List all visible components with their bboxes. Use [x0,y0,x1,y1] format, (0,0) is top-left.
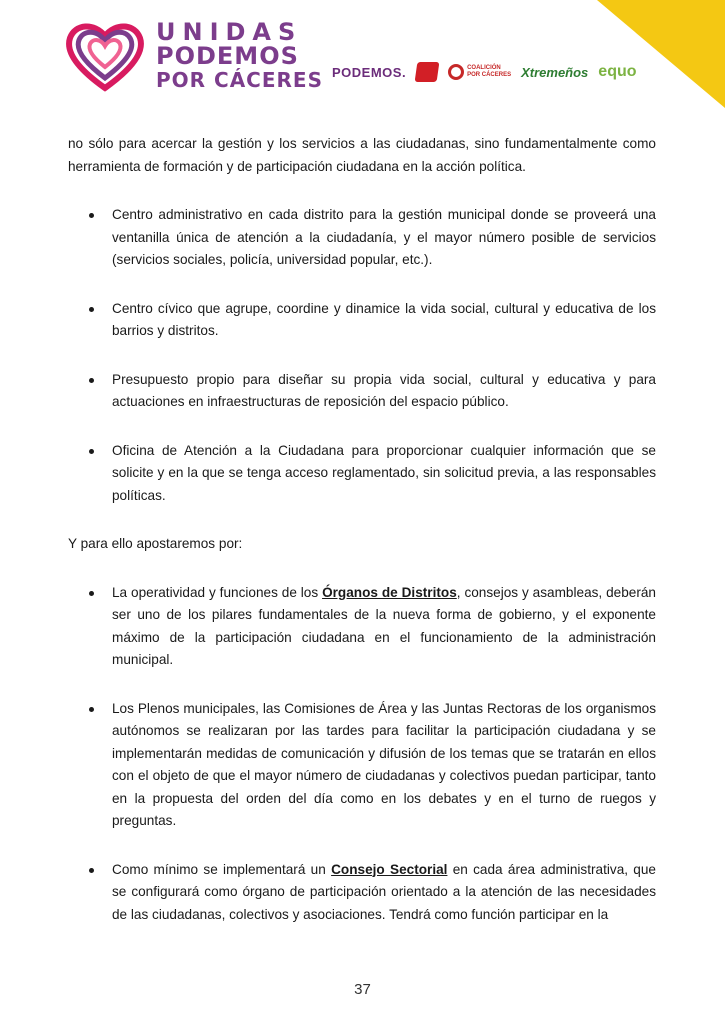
heart-logo-icon [64,18,146,94]
partner-logos [332,62,637,82]
consejo-sectorial-link[interactable]: Consejo Sectorial [331,861,448,877]
logo-line-1: UNIDAS [156,18,303,46]
list-item: Oficina de Atención a la Ciudadana para proporcionar cualquier información que se solicite y en la que se tenga acceso reglamentado, sin solicitud previa, a las responsables políticas. [68,440,656,508]
list-item: Los Plenos municipales, las Comisiones de Área y las Juntas Rectoras de los organismos autónomos se realizaran por las tardes para facilitar la participación ciudadana y se implementarán medidas de comunicación y difusión de los temas que se tratarán en ellos con el objeto de que el mayor número de ciudadanas y colectivos puedan participar, tanto en la propuesta del orden del día como en los debates y en el turno de ruegos y preguntas. [68,698,656,833]
item-text: en cada área administrativa, que se configurará como órgano de participación orientado a la atención de las necesidades de las ciudadanas, colectivos y asociaciones. Tendrá como función participar en la [112,861,656,922]
coalicion-line-1: COALICIÓN [467,65,501,71]
coalicion-line-2: POR CÁCERES [467,72,512,78]
page-number: 37 [354,981,371,998]
item-text: Como mínimo se implementará un [112,861,332,877]
logo-line-2: PODEMOS [156,42,299,70]
logo-line-3: POR CÁCERES [156,68,323,92]
page-content [68,133,656,952]
bullet-list-1 [68,204,656,507]
podemos-logo: PODEMOS. [332,64,407,80]
list-item [68,582,656,672]
intro-paragraph: no sólo para acercar la gestión y los servicios a las ciudadanas, sino fundamentalmente como herramienta de formación y de participación ciudadana en la acción política. [68,136,656,174]
izquierda-unida-icon [415,62,440,82]
corner-decoration [597,0,725,108]
bullet-list-2 [68,582,656,927]
list-item [68,859,656,927]
list-item: Centro cívico que agrupe, coordine y dinamice la vida social, cultural y educativa de los barrios y distritos. [68,298,656,343]
coalicion-logo [448,64,511,80]
section-heading: Y para ello apostaremos por: [68,536,243,551]
list-item: Centro administrativo en cada distrito para la gestión municipal donde se proveerá una ventanilla única de atención a la ciudadanía, y el mayor número posible de servicios (servicios sociales, policía, universidad popular, etc.). [68,204,656,272]
item-text: , consejos y asambleas, deberán ser uno de los pilares fundamentales de la nueva forma de gobierno, y el exponente máximo de la participación ciudadana en el funcionamiento de la administración municipal. [112,584,656,667]
list-item: Presupuesto propio para diseñar su propia vida social, cultural y educativa y para actuaciones en infraestructuras de reposición del espacio público. [68,369,656,414]
item-text: La operatividad y funciones de los [112,584,323,600]
organos-distritos-link[interactable]: Órganos de Distritos [322,584,457,600]
coalicion-ring-icon [448,64,464,80]
equo-logo: equo [598,63,637,80]
extremenos-logo: Xtremeños [521,64,589,80]
